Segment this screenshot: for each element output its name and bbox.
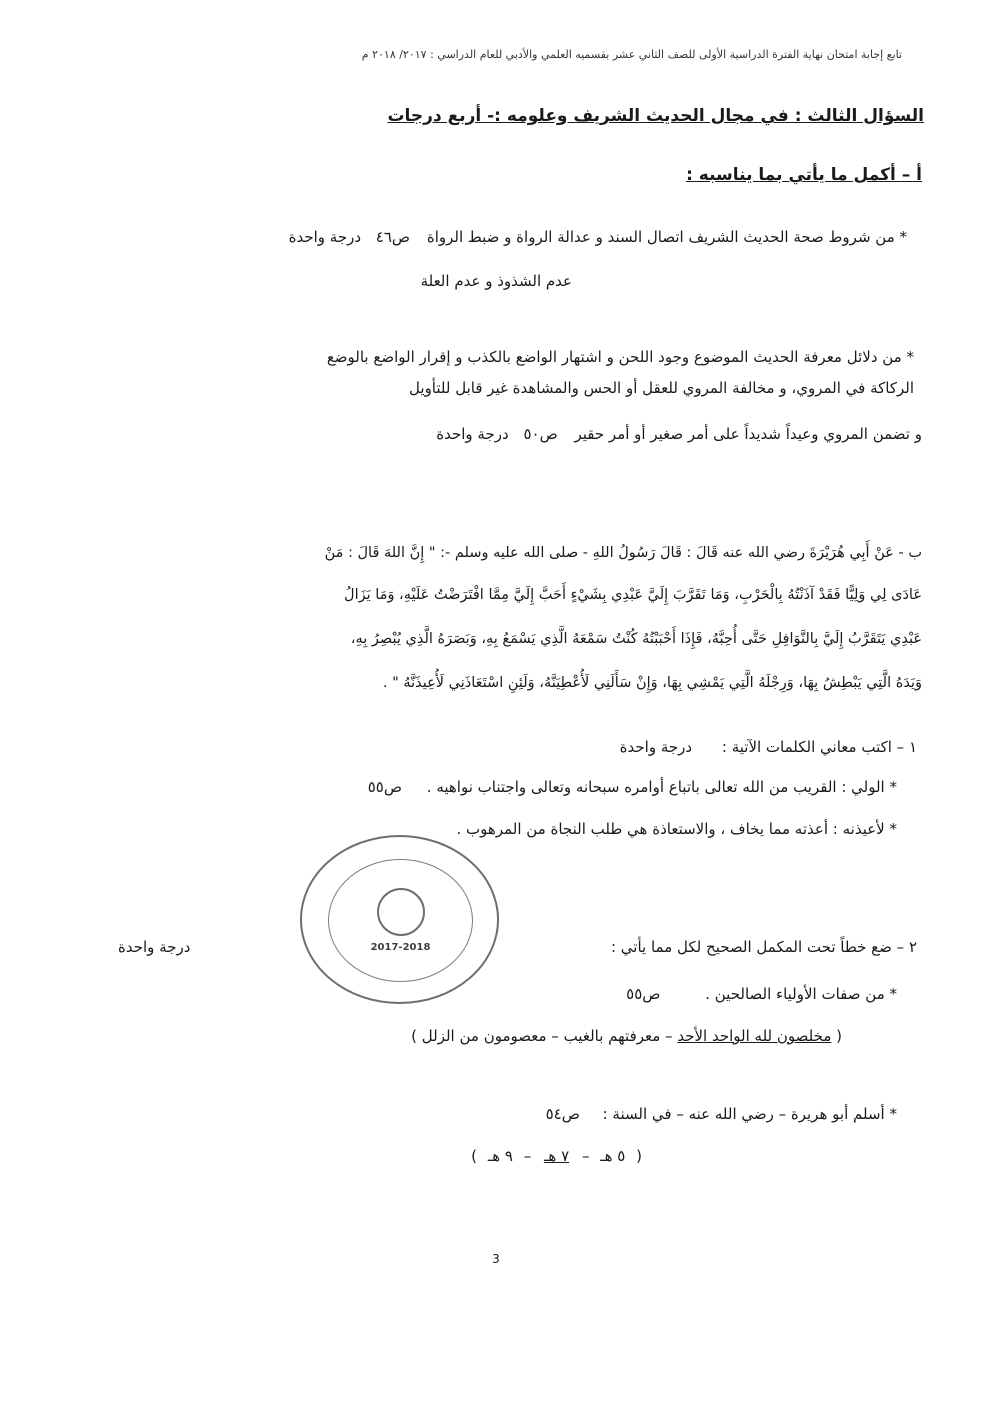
b1-word1-line — [60, 778, 897, 796]
a2-page: ص٥٠ — [523, 425, 558, 443]
hadith-line2: عَادَى لِي وَلِيًّا فَقَدْ آذَنْتُهُ بِالْحَرْبِ، وَمَا تَقَرَّبَ إِلَيَّ عَبْدِي بِشَيْءٍ أَحَبَّ إِلَيَّ مِمَّا افْتَرَضْتُ عَلَيْهِ، وَمَا يَزَالُ — [344, 587, 922, 603]
a2-grade: درجة واحدة — [436, 425, 509, 443]
b2-s2-opt3: ٩ هـ — [487, 1147, 513, 1165]
a1-text: * من شروط صحة الحديث الشريف اتصال السند و عدالة الرواة و ضبط الرواة — [426, 228, 907, 246]
seal-year: 2017-2018 — [370, 942, 431, 953]
b2-s2-open: ( — [636, 1147, 642, 1165]
b2-s1-page: ص٥٥ — [626, 985, 661, 1003]
b2-s2-options — [60, 1147, 642, 1165]
part-a-title: أ – أكمل ما يأتي بما يناسبه : — [686, 165, 922, 185]
b2-s2-correct-option: ٧ هـ — [544, 1147, 570, 1165]
b2-grade: درجة واحدة — [118, 938, 191, 956]
b2-s1-line — [60, 985, 897, 1003]
b2-s2-close: ) — [471, 1147, 478, 1165]
b1-title-line — [60, 738, 917, 756]
hadith-line4: وَيَدَهُ الَّتِي يَبْطِشُ بِهَا، وَرِجْلَهُ الَّتِي يَمْشِي بِهَا، وَإِنْ سَأَلَنِي لَأُعْطِيَنَّهُ، وَلَئِنِ اسْتَعَاذَنِي لَأُعِيذَنَّهُ " . — [382, 675, 922, 691]
ministry-seal — [300, 835, 499, 1004]
a1-grade: درجة واحدة — [288, 228, 362, 246]
b1-word2: * لأعيذنه : أعذته مما يخاف ، والاستعاذة هي طلب النجاة من المرهوب . — [456, 820, 897, 838]
a2-line3 — [60, 425, 922, 443]
b2-s1-correct-option: مخلصون لله الواحد الأحد — [677, 1027, 832, 1045]
b2-s1-other-options: – معرفتهم بالغيب – معصومون من الزلل ) — [411, 1027, 673, 1045]
b2-s1-open: ( — [836, 1027, 842, 1045]
a1-line2: عدم الشذوذ و عدم العلة — [420, 272, 572, 290]
question-three-title: السؤال الثالث : في مجال الحديث الشريف وعلومه :- أربع درجات — [387, 106, 924, 126]
b1-title: ١ – اكتب معاني الكلمات الآتية : — [721, 738, 917, 756]
b2-s1-options — [60, 1027, 842, 1045]
hadith-line3: عَبْدِي يَتَقَرَّبُ إِلَيَّ بِالنَّوَافِلِ حَتَّى أُحِبَّهُ، فَإِذَا أَحْبَبْتُهُ كُنْتُ سَمْعَهُ الَّذِي يَسْمَعُ بِهِ، وَبَصَرَهُ الَّذِي يُبْصِرُ بِهِ، — [350, 631, 922, 647]
b2-s1: * من صفات الأولياء الصالحين . — [705, 985, 897, 1003]
a2-text3: و تضمن المروي وعيداً شديداً على أمر صغير أو أمر حقير — [574, 425, 922, 443]
a2-line1: * من دلائل معرفة الحديث الموضوع وجود اللحن و اشتهار الواضع بالكذب و إقرار الواضع بالوضع — [326, 348, 914, 366]
b1-word1: * الولي : القريب من الله تعالى باتباع أوامره سبحانه وتعالى واجتناب نواهيه . — [426, 778, 897, 796]
a1-page: ص٤٦ — [375, 228, 411, 246]
seal-emblem-icon — [377, 888, 425, 936]
b2-s2-page: ص٥٤ — [545, 1105, 580, 1123]
hadith-line1: ب - عَنْ أَبِي هُرَيْرَةَ رضي الله عنه قَالَ : قَالَ رَسُولُ اللهِ - صلى الله عليه وسلم -: " إِنَّ اللهَ قَالَ : مَنْ — [324, 545, 922, 561]
page-number: 3 — [492, 1252, 500, 1266]
b1-grade: درجة واحدة — [619, 738, 693, 756]
a1-line1 — [60, 228, 907, 246]
b2-s2-sep1: – — [581, 1147, 590, 1165]
b2-s2-opt1: ٥ هـ — [600, 1147, 626, 1165]
a2-line2: الركاكة في المروي، و مخالفة المروي للعقل أو الحس والمشاهدة غير قابل للتأويل — [409, 379, 914, 397]
page-header: تابع إجابة امتحان نهاية الفترة الدراسية الأولى للصف الثاني عشر بقسميه العلمي والأدبي للعام الدراسي : ٢٠١٧/ ٢٠١٨ م — [361, 48, 902, 61]
b1-word1-page: ص٥٥ — [367, 778, 403, 796]
seal-inner-ring — [328, 859, 473, 982]
b2-s2-sep2: – — [523, 1147, 532, 1165]
b2-s2: * أسلم أبو هريرة – رضي الله عنه – في السنة : — [602, 1105, 897, 1123]
b2-title: ٢ – ضع خطاً تحت المكمل الصحيح لكل مما يأتي : — [610, 938, 917, 956]
b2-s2-line — [60, 1105, 897, 1123]
